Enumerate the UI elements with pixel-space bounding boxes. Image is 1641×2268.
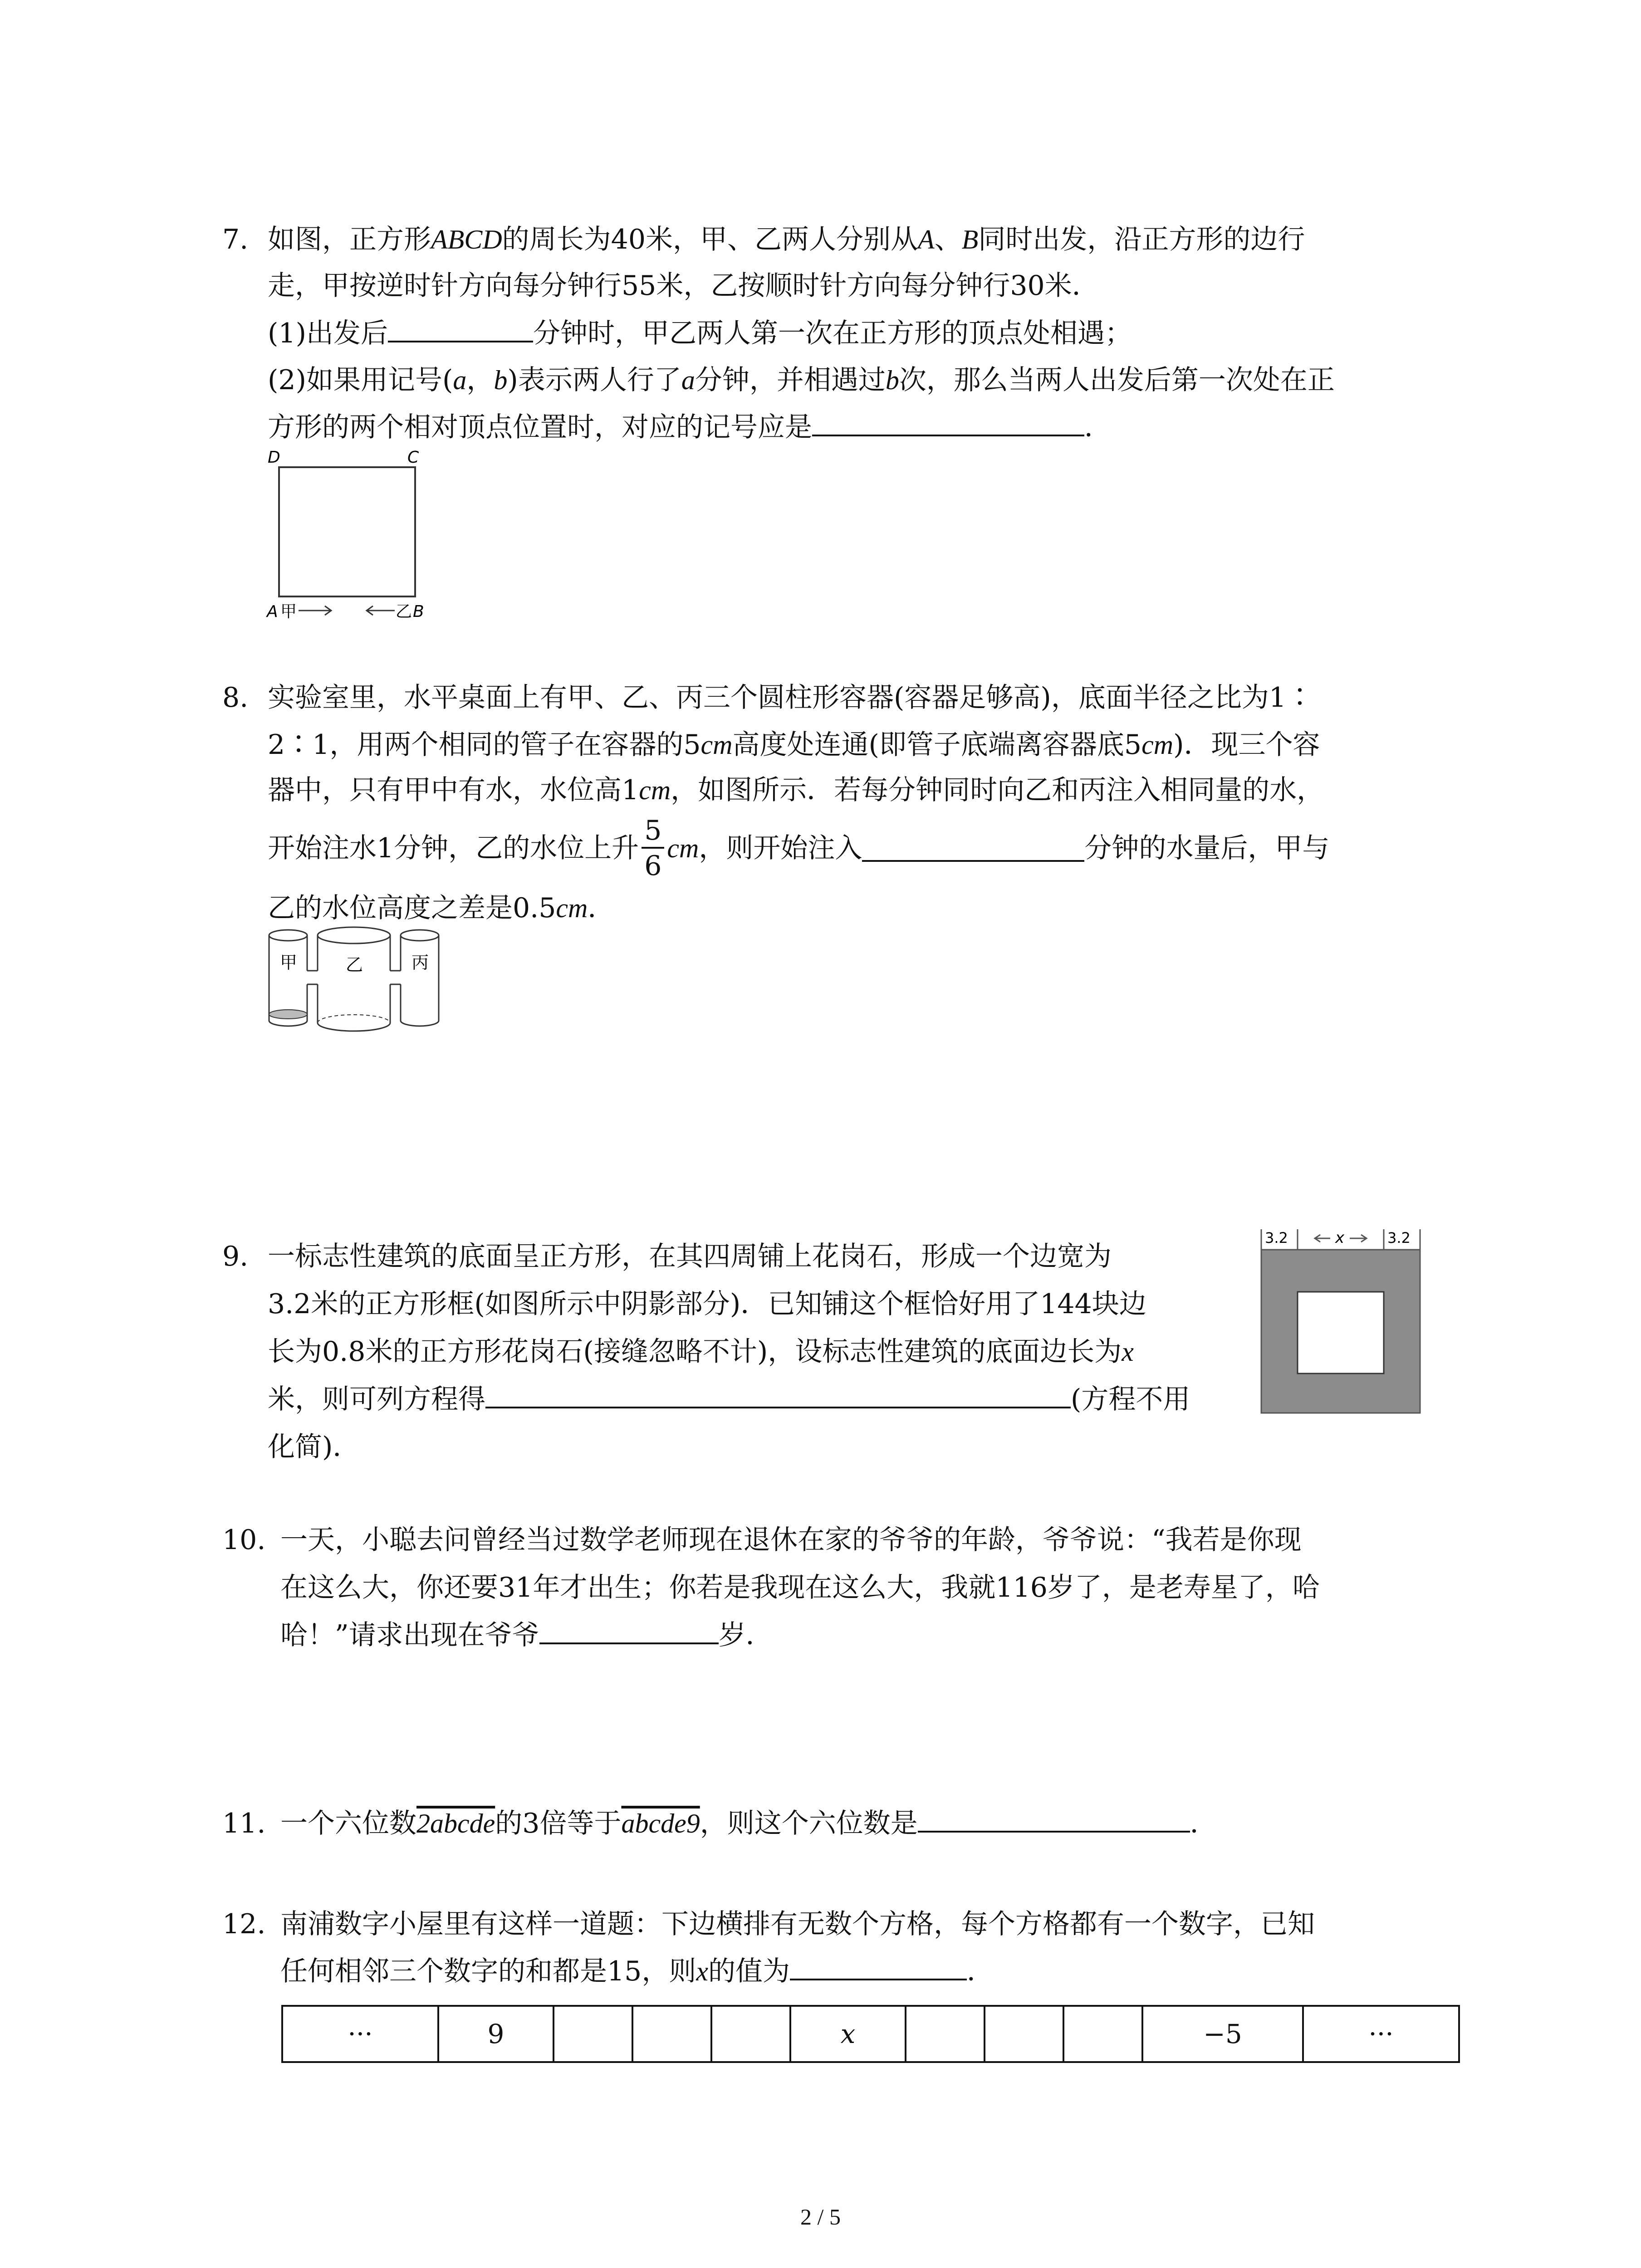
frame-figure [1248,1225,1438,1420]
question-text-line: 如图，正方形ABCD的周长为40米，甲、乙两人分别从A、B同时出发，沿正方形的边行 [268,224,1305,255]
question-number: 10. [222,1524,266,1556]
question-text-line: 任何相邻三个数字的和都是15，则x的值为 ． [280,1955,994,1987]
question-text-line: 方形的两个相对顶点位置时，对应的记号应是 ． [268,411,1112,443]
grid-cell: −5 [1142,2006,1303,2062]
dimension-label: x [1335,1229,1345,1247]
question-number: 12. [222,1908,266,1940]
answer-blank[interactable] [388,339,533,342]
grid-cell: ··· [1303,2006,1459,2062]
digit-number: 2abcde [416,1809,495,1838]
vertex-label-b: B [413,602,424,621]
question-text-line: 3.2米的正方形框(如图所示中阴影部分)．已知铺这个框恰好用了144块边 [268,1288,1146,1320]
question-text-line: 一标志性建筑的底面呈正方形，在其四周铺上花岗石，形成一个边宽为 [268,1241,1112,1272]
label-yi: 乙 [396,602,412,621]
question-text-line: 2∶1，用两个相同的管子在容器的5cm高度处连通(即管子底端离容器底5cm)．现三个容 [268,729,1320,761]
question-number: 11. [222,1808,266,1839]
page-number: 2 / 5 [800,2204,841,2229]
question-text-line: 化简)． [268,1431,360,1463]
grid-cell [985,2006,1063,2062]
connecting-pipe [307,971,318,984]
grid-cell [1063,2006,1142,2062]
question-text-line: 走，甲按逆时针方向每分钟行55米，乙按顺时针方向每分钟行30米． [268,270,1099,302]
square-figure [259,449,449,621]
sub-question-1: (1)出发后 分钟时，甲乙两人第一次在正方形的顶点处相遇； [268,318,1132,349]
building-base [1298,1292,1384,1374]
question-number: 7. [222,224,249,255]
water-level [269,1010,307,1019]
grid-cell [906,2006,985,2062]
question-text-line: 实验室里，水平桌面上有甲、乙、丙三个圆柱形容器(容器足够高)，底面半径之比为1∶ [268,682,1313,714]
question-text-line: 一天，小聪去问曾经当过数学老师现在退休在家的爷爷的年龄，爷爷说：“我若是你现 [280,1524,1302,1556]
cylinder-bing [401,930,439,1026]
answer-blank[interactable] [812,433,1084,436]
digit-number: abcde9 [621,1809,700,1838]
grid-cell: x [790,2006,906,2062]
label-jia: 甲 [280,602,297,621]
question-text-line: 器中，只有甲中有水，水位高1cm，如图所示．若每分钟同时向乙和丙注入相同量的水， [268,774,1324,806]
answer-blank[interactable] [918,1829,1190,1833]
connecting-pipe [390,971,401,984]
dimension-label: 3.2 [1265,1229,1288,1246]
question-text-line: 南浦数字小屋里有这样一道题：下边横排有无数个方格，每个方格都有一个数字，已知 [280,1908,1315,1940]
grid-cell: ··· [282,2006,438,2062]
dimension-label: 3.2 [1387,1229,1411,1246]
cylinder-yi [318,927,390,1031]
square-abcd [279,467,415,596]
label-bing: 丙 [411,953,429,973]
question-number: 9. [222,1241,249,1272]
question-text-line: 米，则可列方程得 (方程不用 [268,1383,1190,1415]
grid-cell: 9 [438,2006,554,2062]
vertex-label-a: A [267,602,278,621]
answer-blank[interactable] [539,1641,719,1644]
question-text-line: 长为0.8米的正方形花岗石(接缝忽略不计)，设标志性建筑的底面边长为x [268,1336,1134,1368]
answer-blank[interactable] [790,1977,967,1980]
label-yi: 乙 [346,955,363,975]
cylinder-jia [269,930,307,1026]
vertex-label-c: C [407,449,419,467]
answer-blank[interactable] [485,1405,1071,1408]
answer-blank[interactable] [862,858,1084,862]
question-number: 8. [222,682,249,714]
grid-cell [554,2006,632,2062]
cylinders-figure [261,925,470,1034]
table-row [282,2006,1459,2062]
question-text-line: 一个六位数2abcde的3倍等于abcde9，则这个六位数是 ． [280,1808,1217,1839]
question-text-line: 哈！”请求出现在爷爷 岁． [280,1619,773,1651]
label-jia: 甲 [280,953,298,973]
question-text-line: 乙的水位高度之差是0.5cm． [268,892,615,924]
fraction: $\frac{5}{6}$ [642,817,664,880]
question-text-line: 在这么大，你还要31年才出生；你若是我现在这么大，我就116岁了，是老寿星了，哈 [280,1572,1320,1603]
sub-question-2: (2)如果用记号(a，b)表示两人行了a分钟，并相遇过b次，那么当两人出发后第一次处在正 [268,364,1335,396]
grid-cell [632,2006,711,2062]
vertex-label-d: D [268,449,280,467]
question-text-line: 开始注水1分钟，乙的水位上升 $\frac{5}{6}$ cm ，则开始注入 分钟的水量后，甲与 [268,815,1330,882]
number-grid [281,2005,1460,2063]
grid-cell [711,2006,790,2062]
